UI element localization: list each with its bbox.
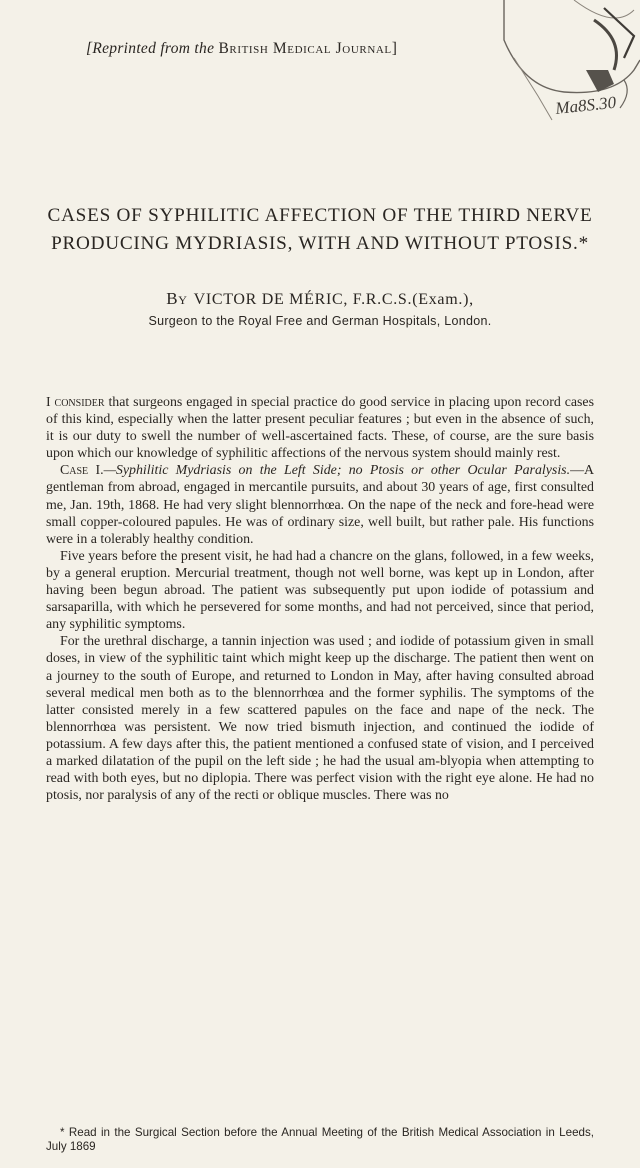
case-heading: —Syphilitic Mydriasis on the Left Side; no Ptosis or other Ocular Paralysis. [103, 463, 571, 479]
paragraph-intro [46, 394, 594, 462]
journal-name: British Medical Journal [218, 40, 392, 57]
article-title: CASES OF SYPHILITIC AFFECTION OF THE THIRD NERVE PRODUCING MYDRIASIS, WITH AND WITHOUT PTOSIS.* [47, 205, 593, 254]
library-stamp [474, 0, 640, 134]
paragraph-treatment: For the urethral discharge, a tannin injection was used ; and iodide of potassium given in small doses, in view of the syphilitic taint which might keep up the discharge. The patient then went on a journey to the south of Europe, and returned to London in May, after having consulted abroad several medical men both as to the blennorrhœa and the former syphilis. The symptoms of the latter consisted merely in a few scattered papules on the face and nape of the neck. The blennorrhœa was persistent. We now tried bismuth injection, and continued the iodide of potassium. A few days after this, the patient mentioned a confused state of vision, and I perceived a marked dilatation of the pupil on the left side ; he had the usual am-blyopia when attempting to read with both eyes, but no diplopia. There was perfect vision with the right eye alone. He had no ptosis, nor paralysis of any of the recti or oblique muscles. There was no [46, 634, 594, 804]
case-label: Case I. [60, 463, 104, 479]
reprint-notice [86, 40, 397, 58]
paragraph-case-1 [46, 462, 594, 547]
paragraph-intro-text: that surgeons engaged in special practice do good service in placing upon record cases of this kind, especially when the latter present peculiar features ; but even in the absence of such, it is our duty to swell the number of well-ascertained facts. These, of course, are the sure basis upon which our knowledge of syphilitic affections of the nervous system should mainly rest. [46, 395, 595, 462]
paragraph-intro-lead: I consider [46, 395, 105, 410]
case-1-text: —A gentleman from abroad, engaged in mercantile pursuits, and about 30 years of age, first consulted me, Jan. 19th, 1868. He had very slight blennorrhœa. On the nape of the neck and fore-head were small copper-coloured papules. He was of ordinary size, well built, but rather pale. His functions were in a tolerably healthy condition. [46, 463, 594, 547]
author-name: VICTOR DE MÉRIC, F.R.C.S.(Exam.), [193, 291, 474, 308]
article-body [46, 394, 594, 804]
paragraph-history: Five years before the present visit, he had had a chancre on the glans, followed, in a few weeks, by a general eruption. Mercurial treatment, though not well borne, was kept up in London, after having been begun abroad. The patient was subsequently put upon iodide of potassium and sarsaparilla, with which he persevered for some months, and had not perceived, since that period, any syphilitic symptoms. [46, 548, 594, 633]
byline [0, 289, 640, 309]
reprint-prefix: [Reprinted from the [86, 40, 215, 57]
stamp-text: Ma8S.30 [554, 92, 618, 118]
footnote: * Read in the Surgical Section before the Annual Meeting of the British Medical Association in Leeds, July 1869 [46, 1126, 594, 1153]
reprint-close-bracket: ] [391, 40, 398, 57]
byline-by: By [166, 289, 188, 308]
author-affiliation: Surgeon to the Royal Free and German Hospitals, London. [148, 314, 492, 328]
